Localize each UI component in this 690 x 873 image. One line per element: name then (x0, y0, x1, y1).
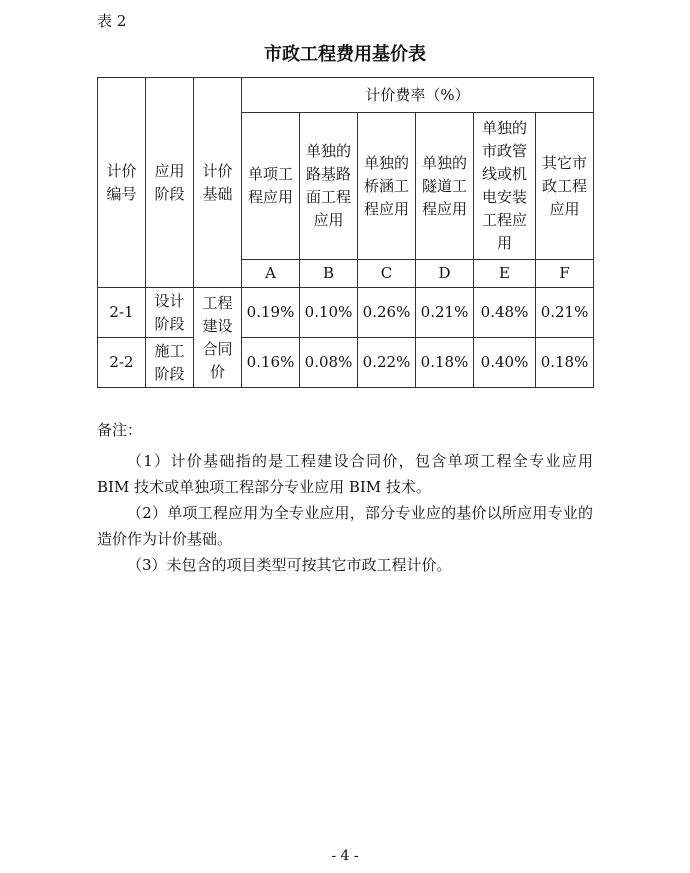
notes-section (97, 418, 593, 578)
header-col-f: 其它市政工程应用 (536, 113, 594, 260)
row-code: 2-1 (98, 288, 146, 338)
header-basis: 计价基础 (194, 78, 242, 288)
header-letter-f: F (536, 260, 594, 288)
rate-cell: 0.21% (536, 288, 594, 338)
header-stage: 应用阶段 (146, 78, 194, 288)
fee-rate-table (97, 77, 594, 388)
header-col-d: 单独的隧道工程应用 (416, 113, 474, 260)
header-col-a: 单项工程应用 (242, 113, 300, 260)
rate-cell: 0.10% (300, 288, 358, 338)
note-item: （3）未包含的项目类型可按其它市政工程计价。 (127, 556, 452, 574)
rate-cell: 0.26% (358, 288, 416, 338)
header-letter-a: A (242, 260, 300, 288)
document-title: 市政工程费用基价表 (264, 44, 426, 65)
notes-title: 备注： (97, 421, 143, 439)
rate-cell: 0.40% (474, 338, 536, 388)
header-col-c: 单独的桥涵工程应用 (358, 113, 416, 260)
table-label: 表 2 (97, 12, 127, 30)
rate-cell: 0.18% (416, 338, 474, 388)
header-letter-b: B (300, 260, 358, 288)
note-item: （2）单项工程应用为全专业应用，部分专业应的基价以所应用专业的造价作为计价基础。 (97, 504, 593, 548)
note-item: （1）计价基础指的是工程建设合同价，包含单项工程全专业应用 BIM 技术或单独项工程部分专业应用 BIM 技术。 (97, 452, 593, 496)
header-col-b: 单独的路基路面工程应用 (300, 113, 358, 260)
header-col-e: 单独的市政管线或机电安装工程应用 (474, 113, 536, 260)
row-stage: 施工阶段 (146, 338, 194, 388)
rate-cell: 0.21% (416, 288, 474, 338)
header-rate-group: 计价费率（%） (242, 78, 594, 113)
rate-cell: 0.48% (474, 288, 536, 338)
rate-cell: 0.08% (300, 338, 358, 388)
header-letter-d: D (416, 260, 474, 288)
page-number: - 4 - (331, 848, 359, 864)
row-stage: 设计阶段 (146, 288, 194, 338)
header-code: 计价编号 (98, 78, 146, 288)
header-letter-c: C (358, 260, 416, 288)
rate-cell: 0.18% (536, 338, 594, 388)
rate-cell: 0.16% (242, 338, 300, 388)
row-code: 2-2 (98, 338, 146, 388)
basis-value: 工程建设合同价 (194, 288, 242, 388)
rate-cell: 0.19% (242, 288, 300, 338)
table-row (98, 288, 594, 338)
table-row (98, 338, 594, 388)
rate-cell: 0.22% (358, 338, 416, 388)
header-letter-e: E (474, 260, 536, 288)
